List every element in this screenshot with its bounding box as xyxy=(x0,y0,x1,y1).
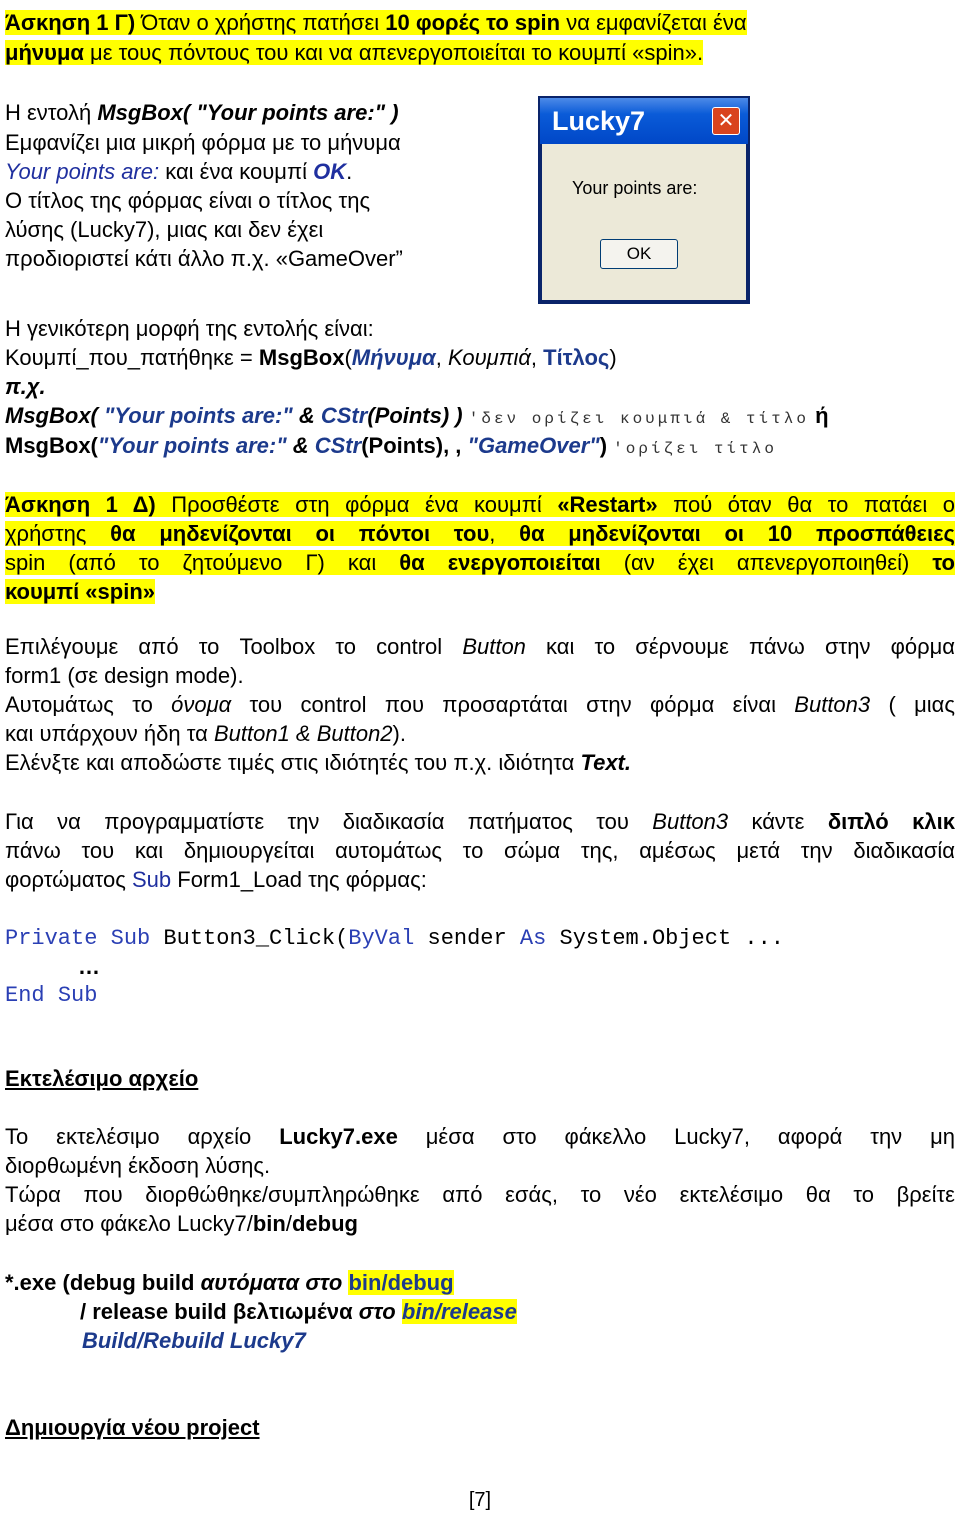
msgbox-desc-line3: Your points are: και ένα κουμπί OK. xyxy=(5,159,353,184)
toolbox-line2: form1 (σε design mode). xyxy=(5,663,244,688)
exec-line2: διορθωμένη έκδοση λύσης. xyxy=(5,1153,271,1178)
code-line-end-sub: End Sub xyxy=(5,983,98,1008)
dialog-title-bar xyxy=(540,98,748,144)
msgbox-dialog-screenshot xyxy=(538,96,750,304)
dialog-message: Your points are: xyxy=(572,178,698,198)
section-heading-executable: Εκτελέσιμο αρχείο xyxy=(5,1066,199,1091)
msgbox-desc-line4: Ο τίτλος της φόρμας είναι ο τίτλος της xyxy=(5,188,371,213)
exercise-1g-line1: Άσκηση 1 Γ) Όταν ο χρήστης πατήσει 10 φορές το spin να εμφανίζεται ένα xyxy=(5,10,747,35)
code-line-sub-declaration: Private Sub Button3_Click(ByVal sender As System.Object ... xyxy=(5,926,784,951)
exercise-1g-line2: μήνυμα με τους πόντους του και να απενεργοποιείται το κουμπί «spin». xyxy=(5,40,704,65)
exercise-1g-label: Άσκηση 1 Γ) xyxy=(5,10,136,35)
section-heading-new-project: Δημιουργία νέου project xyxy=(5,1415,260,1440)
build-line1: *.exe (debug build αυτόματα στο bin/debug xyxy=(5,1270,454,1295)
toolbox-line1: Επιλέγουμε από το Toolbox το control Button και το σέρνουμε πάνω στην φόρμα xyxy=(5,634,955,659)
msgbox-desc-line6: προδιοριστεί κάτι άλλο π.χ. «GameOver” xyxy=(5,246,403,271)
toolbox-line3: Αυτομάτως το όνομα του control που προσαρτάται στην φόρμα είναι Button3 ( μιας xyxy=(5,692,955,717)
msgbox-desc-line1: Η εντολή MsgBox( "Your points are:" ) xyxy=(5,100,399,125)
toolbox-line5: Ελένξτε και αποδώστε τιμές στις ιδιότητές του π.χ. ιδιότητα Text. xyxy=(5,750,631,775)
program-line2: πάνω του και δημιουργείται αυτομάτως το σώμα της, αμέσως μετά την διαδικασία xyxy=(5,838,955,863)
build-line3: Build/Rebuild Lucky7 xyxy=(82,1328,306,1353)
code-line-ellipsis: … xyxy=(78,954,100,979)
exercise-1d-line1: Άσκηση 1 Δ) Προσθέστε στη φόρμα ένα κουμπί «Restart» πού όταν θα το πατάει ο xyxy=(5,492,955,517)
exercise-1d-line3: spin (από το ζητούμενο Γ) και θα ενεργοποιείται (αν έχει απενεργοποιηθεί) το xyxy=(5,550,955,575)
dialog-title: Lucky7 xyxy=(552,106,646,136)
exec-line1: Το εκτελέσιμο αρχείο Lucky7.exe μέσα στο φάκελλο Lucky7, αφορά την μη xyxy=(5,1124,956,1149)
msgbox-desc-line2: Εμφανίζει μια μικρή φόρμα με το μήνυμα xyxy=(5,130,401,155)
msgbox-desc-line5: λύσης (Lucky7), μιας και δεν έχει xyxy=(5,217,324,242)
page-number: [7] xyxy=(468,1489,492,1511)
close-icon[interactable]: ✕ xyxy=(712,107,740,135)
example-line2: MsgBox("Your points are:" & CStr(Points), , "GameOver") 'ορίζει τίτλο xyxy=(5,433,777,458)
build-line2: / release build βελτιωμένα στο bin/release xyxy=(80,1299,517,1324)
example-label: π.χ. xyxy=(5,374,46,399)
general-form-syntax: Κουμπί_που_πατήθηκε = MsgBox(Μήνυμα, Κουμπιά, Τίτλος) xyxy=(5,345,617,370)
exercise-1d-line2: χρήστης θα μηδενίζονται οι πόντοι του, θα μηδενίζονται οι 10 προσπάθειες xyxy=(5,521,955,546)
ok-button[interactable]: OK xyxy=(600,239,678,269)
toolbox-line4: και υπάρχουν ήδη τα Button1 & Button2). xyxy=(5,721,406,746)
dialog-body xyxy=(542,144,746,300)
program-line3: φορτώματος Sub Form1_Load της φόρμας: xyxy=(5,867,427,892)
example-line1: MsgBox( "Your points are:" & CStr(Points) ) 'δεν ορίζει κουμπιά & τίτλο ή xyxy=(5,403,829,428)
exec-line4: μέσα στο φάκελο Lucky7/bin/debug xyxy=(5,1211,358,1236)
program-line1: Για να προγραμματίστε την διαδικασία πατήματος του Button3 κάντε διπλό κλικ xyxy=(5,809,955,834)
general-form-intro: Η γενικότερη μορφή της εντολής είναι: xyxy=(5,316,374,341)
exercise-1d-line4: κουμπί «spin» xyxy=(5,579,156,604)
exec-line3: Τώρα που διορθώθηκε/συμπληρώθηκε από εσάς, το νέο εκτελέσιμο θα το βρείτε xyxy=(5,1182,955,1207)
